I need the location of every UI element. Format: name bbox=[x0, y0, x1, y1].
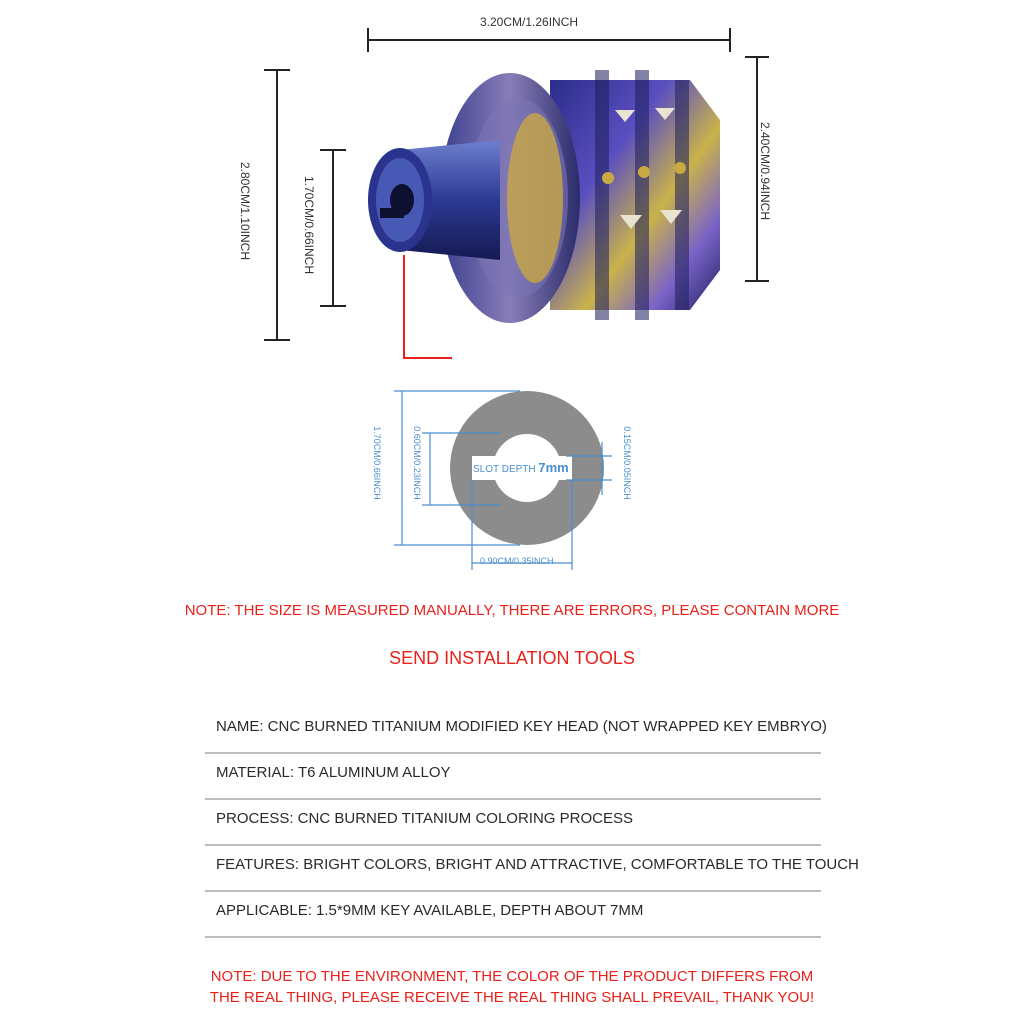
notch-right-label: 0.15CM/0.05INCH bbox=[621, 426, 632, 500]
spec-name-text: NAME: CNC BURNED TITANIUM MODIFIED KEY HEAD (NOT WRAPPED KEY EMBRYO) bbox=[216, 718, 827, 735]
slot-depth-value: 7mm bbox=[538, 460, 569, 475]
spec-row-process bbox=[205, 798, 821, 846]
height-right-dimension-label: 2.40CM/0.94INCH bbox=[758, 121, 773, 221]
send-tools-heading: SEND INSTALLATION TOOLS bbox=[389, 648, 635, 668]
color-note bbox=[0, 966, 1024, 1008]
height-left-outer-dimension-label: 2.80CM/1.10INCH bbox=[238, 161, 253, 261]
color-note-line1: NOTE: DUE TO THE ENVIRONMENT, THE COLOR OF THE PRODUCT DIFFERS FROM bbox=[210, 968, 814, 985]
key-head-product-image bbox=[360, 50, 740, 350]
width-dimension-label: 3.20CM/1.26INCH bbox=[480, 15, 579, 29]
spec-row-features bbox=[205, 844, 859, 892]
color-note-line2: THE REAL THING, PLEASE RECEIVE THE REAL THING SHALL PREVAIL, THANK YOU! bbox=[209, 989, 815, 1006]
spec-row-applicable bbox=[205, 890, 821, 938]
outer-diameter-label: 1.70CM/0.66INCH bbox=[371, 426, 382, 500]
slot-depth-callout bbox=[473, 460, 569, 475]
slot-depth-label: SLOT DEPTH bbox=[473, 464, 536, 475]
spec-applicable-text: APPLICABLE: 1.5*9MM KEY AVAILABLE, DEPTH ABOUT 7MM bbox=[216, 902, 644, 919]
slot-width-label: 0.90CM/0.35INCH bbox=[480, 556, 554, 566]
height-left-inner-dimension-label: 1.70CM/0.66INCH bbox=[302, 175, 317, 275]
spec-row-name bbox=[205, 706, 827, 754]
spec-material-text: MATERIAL: T6 ALUMINUM ALLOY bbox=[216, 764, 451, 781]
spec-row-material bbox=[205, 752, 821, 800]
spec-process-text: PROCESS: CNC BURNED TITANIUM COLORING PROCESS bbox=[216, 810, 633, 827]
slot-height-label: 0.60CM/0.23INCH bbox=[411, 426, 422, 500]
spec-features-text: FEATURES: BRIGHT COLORS, BRIGHT AND ATTRACTIVE, COMFORTABLE TO THE TOUCH bbox=[216, 856, 859, 873]
size-note: NOTE: THE SIZE IS MEASURED MANUALLY, THERE ARE ERRORS, PLEASE CONTAIN MORE bbox=[184, 602, 840, 619]
